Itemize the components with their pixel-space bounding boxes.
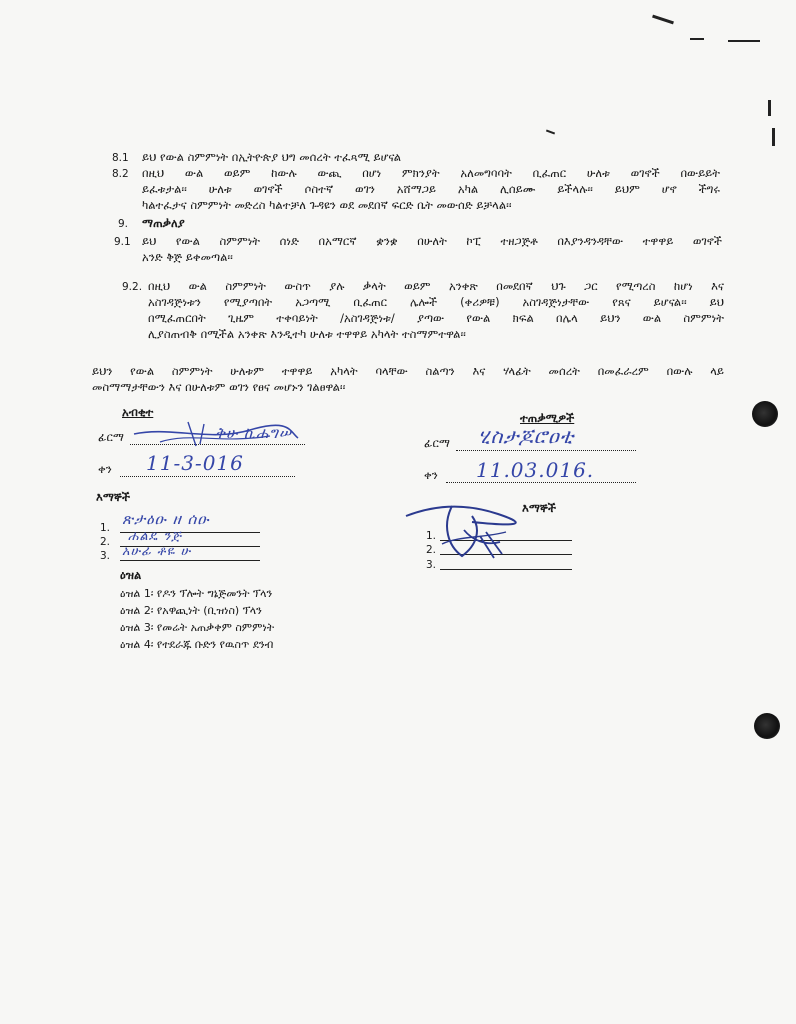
clause-number: 8.2	[112, 168, 129, 180]
witness-number: 3.	[100, 550, 111, 562]
right-date-line	[446, 482, 636, 483]
punch-hole	[752, 401, 778, 427]
left-witnesses-heading: እማኞች	[96, 490, 131, 504]
left-party-heading: አብቂተ	[122, 405, 154, 419]
witness-number: 1.	[426, 530, 437, 542]
annex-item: ዕዝል 1፡ የዶን ፕሎት ግኔጅመንት ፕላን	[120, 587, 273, 600]
clause-text: ካልተፈታና ስምምነት መድረስ ካልተቻለ ጉዳዩን ወደ መደበኛ ፍርድ ቤት መውሰድ ይቻላል፡፡	[142, 198, 512, 212]
section-heading: ማጠቃለያ	[142, 216, 185, 230]
witness-name: አሁፊ ቶዬ ሁ	[122, 544, 192, 559]
annex-item: ዕዝል 3፡ የመሬት አጠቃቀም ስምምነት	[120, 621, 275, 634]
scan-mark	[690, 38, 704, 40]
scan-mark	[768, 100, 771, 116]
left-date: 11-3-016	[146, 451, 244, 475]
clause-text: በዚህ ውል ወይም ከውሉ ውጪ በሆነ ምክንያት አለመግባባት ቢፈጠር ሁለቱ ወገኖች በውይይት	[142, 166, 720, 180]
clause-text: በዚህ ውል ስምምነት ውስጥ ያሉ ቃላት ወይም አንቀጽ በመደበኛ ህጉ ጋር የሚጣረስ ከሆነ እና	[148, 279, 724, 293]
witness-number: 3.	[426, 559, 437, 571]
clause-text: በሚፈጠርበት ጊዜም ተቀባይነት /አስገዳጅነቱ/ ያጣው የውል ክፍል በሌላ ይህን ውል ስምምነት	[148, 311, 724, 325]
scan-mark	[728, 40, 760, 42]
clause-text: ሊያስጠብቅ በሚችል አንቀጽ እንዲተካ ሁለቱ ተዋዋይ አካላት ተስማምተዋል፡፡	[148, 327, 466, 341]
right-party-heading: ተጠቃሚዎች	[520, 411, 575, 425]
left-signature: ቅሁ ኪሐግሠ	[215, 424, 293, 442]
right-signature-label: ፊርማ	[424, 436, 450, 450]
clause-number: 8.1	[112, 152, 129, 164]
punch-hole	[754, 713, 780, 739]
right-witness-signature	[402, 496, 522, 566]
annex-item: ዕዝል 4፡ የተደራጁ ቡድን የዉስጥ ደንብ	[120, 638, 274, 651]
witness-number: 2.	[426, 544, 437, 556]
witness-number: 2.	[100, 536, 111, 548]
clause-number: 9.2.	[122, 281, 143, 293]
clause-text: አንድ ቅጅ ይቀመጣል፡፡	[142, 250, 233, 264]
left-date-line	[120, 476, 295, 477]
witness-name: ጽታዕዑ ዘ ሰዑ	[122, 510, 210, 528]
clause-number: 9.1	[114, 236, 131, 248]
left-date-label: ቀን	[98, 462, 112, 476]
clause-text: ይፈቱታል፡፡ ሁለቱ ወገኖች ሶስተኛ ወገን አሸማጋይ አካል ሊሰይሙ ይችላሉ፡፡ ይህም ሆኖ ችግሩ	[142, 182, 720, 196]
right-witnesses-heading: እማኞች	[522, 501, 557, 515]
witness-name: ሐልዴ ንጅ	[128, 529, 183, 544]
witness-line	[120, 560, 260, 561]
witness-line	[440, 569, 572, 570]
clause-text: ይህ የውል ስምምነት ሰነድ በአማርኛ ቋንቋ በሁለት ኮፒ ተዘጋጅቶ በእያንዳንዳቸው ተዋዋይ ወገኖች	[142, 234, 722, 248]
closing-statement: ይህን የውል ስምምነት ሁለቱም ተዋዋይ አካላት ባላቸው ስልጣን እና ሃላፊት መሰረት በመፈራረም በውሉ ላይ	[92, 364, 724, 378]
left-signature-label: ፊርማ	[98, 430, 124, 444]
closing-statement: መስማማታቸውን እና በሁለቱም ወገን የፀና መሆኑን ገልፀዋል፡፡	[92, 380, 346, 394]
right-date: 11.03.016.	[476, 458, 595, 482]
scan-mark	[546, 130, 555, 135]
annex-heading: ዕዝል	[120, 568, 142, 582]
annex-item: ዕዝል 2፡ የአዋጪነት (ቢዝነስ) ፕላን	[120, 604, 262, 617]
clause-text: ይህ የውል ስምምነት በኢትዮጵያ ህግ መሰረት ተፈጻሚ ይሆናል	[142, 150, 402, 164]
scan-mark	[652, 15, 674, 25]
clause-text: አስገዳጅነቱን የሚያጣበት አጋጣሚ ቢፈጠር ሌሎች (ቀሪዎቹ) አስገዳጅነታቸው የጸና ይሆናል፡፡ ይህ	[148, 295, 724, 309]
right-signature-line	[456, 450, 636, 451]
scan-mark	[772, 128, 775, 146]
left-signature-scribble	[130, 418, 300, 448]
right-date-label: ቀን	[424, 468, 438, 482]
section-number: 9.	[118, 218, 129, 230]
witness-number: 1.	[100, 522, 111, 534]
right-signature: ሂስታጆሮዐቲ	[478, 424, 575, 448]
